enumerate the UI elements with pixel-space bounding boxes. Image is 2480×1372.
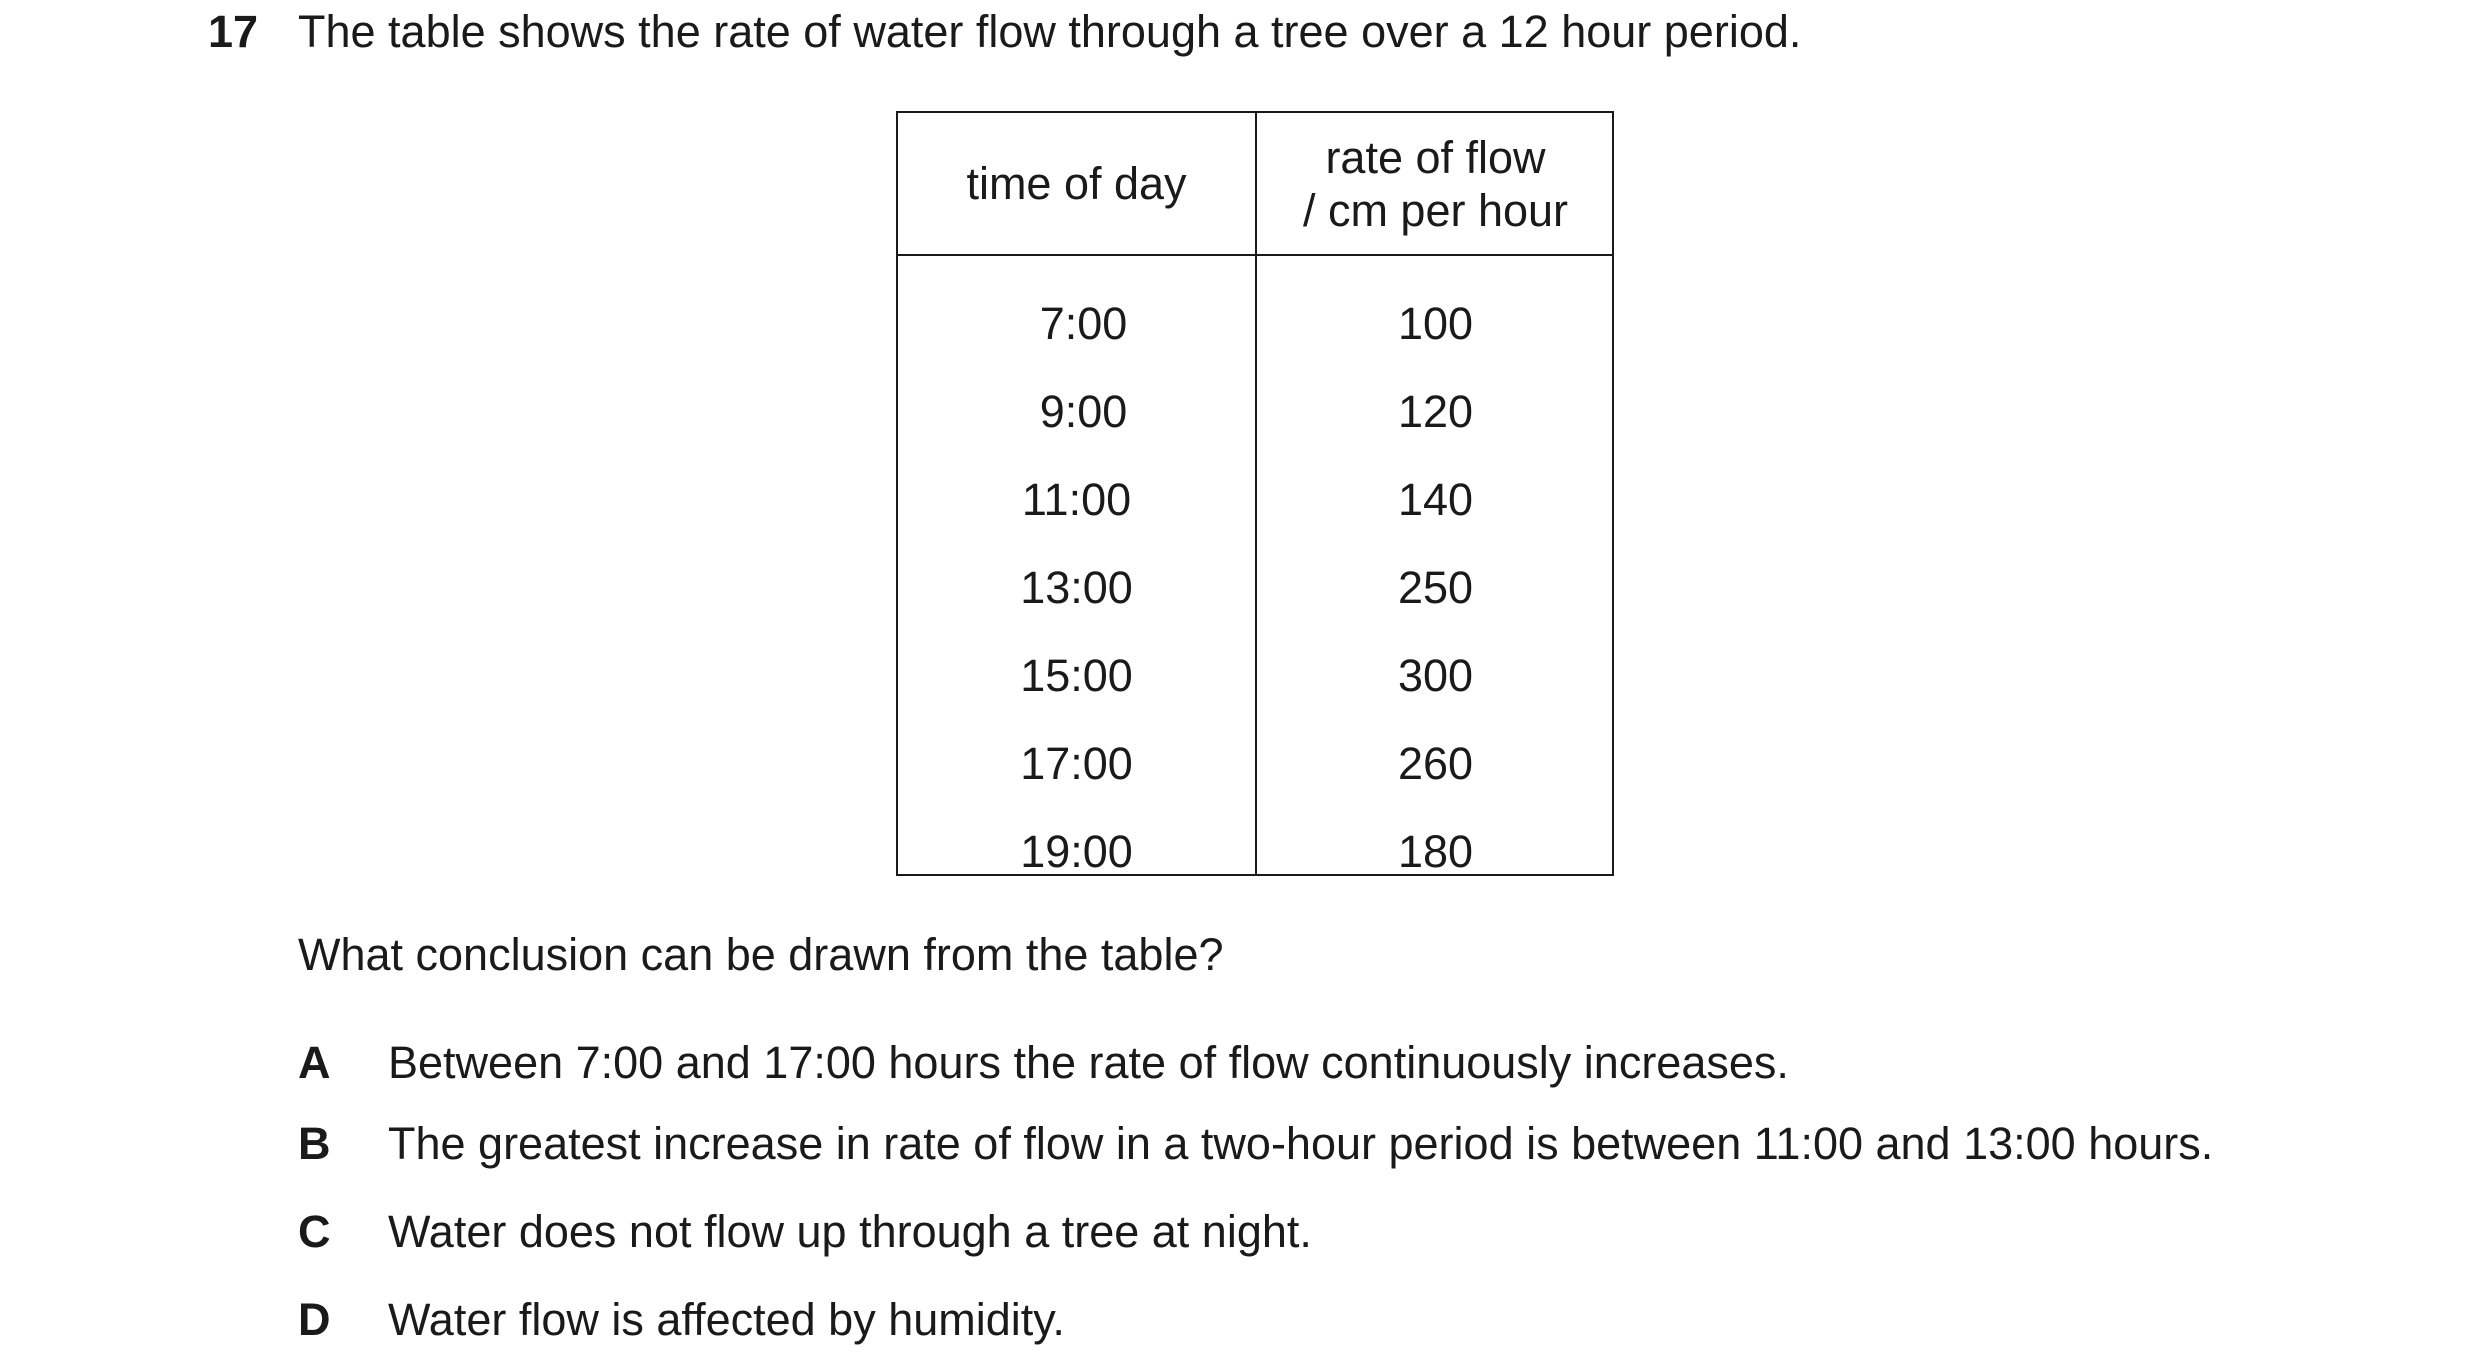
cell-rate: 260 [1397,738,1474,789]
cell-rate: 180 [1397,826,1474,877]
cell-time: 11:00 [1021,474,1132,525]
header-rate-unit: / cm per hour [1302,184,1569,236]
cell-time: 7:00 [1039,298,1128,349]
option-text: Water flow is affected by humidity. [388,1294,1065,1345]
cell-time: 19:00 [1020,826,1133,877]
option-letter: A [298,1037,331,1088]
header-time-of-day [898,113,1255,254]
option-text: Between 7:00 and 17:00 hours the rate of flow continuously increases. [388,1037,1789,1088]
table-row [898,632,1612,720]
header-time-label: time of day [966,158,1187,209]
cell-time: 15:00 [1020,650,1133,701]
option-text: The greatest increase in rate of flow in a two-hour period is between 11:00 and 13:00 hours. [388,1118,2214,1169]
table-row [898,808,1612,896]
cell-time: 9:00 [1039,386,1128,437]
cell-rate: 140 [1397,474,1474,525]
cell-time: 13:00 [1020,562,1133,613]
table-row [898,456,1612,544]
question-prompt: What conclusion can be drawn from the table? [298,929,1224,980]
option-letter: C [298,1206,331,1257]
header-rate-label: rate of flow [1325,131,1546,183]
question-number: 17 [208,6,259,57]
option-letter: D [298,1294,331,1345]
table-row [898,280,1612,368]
question-text: The table shows the rate of water flow through a tree over a 12 hour period. [298,6,1802,57]
header-divider [898,254,1612,256]
table-row [898,720,1612,808]
header-rate-of-flow [1257,113,1614,254]
cell-rate: 120 [1397,386,1474,437]
cell-rate: 100 [1397,298,1474,349]
table-row [898,544,1612,632]
cell-rate: 250 [1397,562,1474,613]
option-letter: B [298,1118,331,1169]
table-row [898,368,1612,456]
option-text: Water does not flow up through a tree at night. [388,1206,1312,1257]
data-table [896,111,1614,876]
cell-time: 17:00 [1020,738,1133,789]
cell-rate: 300 [1397,650,1474,701]
